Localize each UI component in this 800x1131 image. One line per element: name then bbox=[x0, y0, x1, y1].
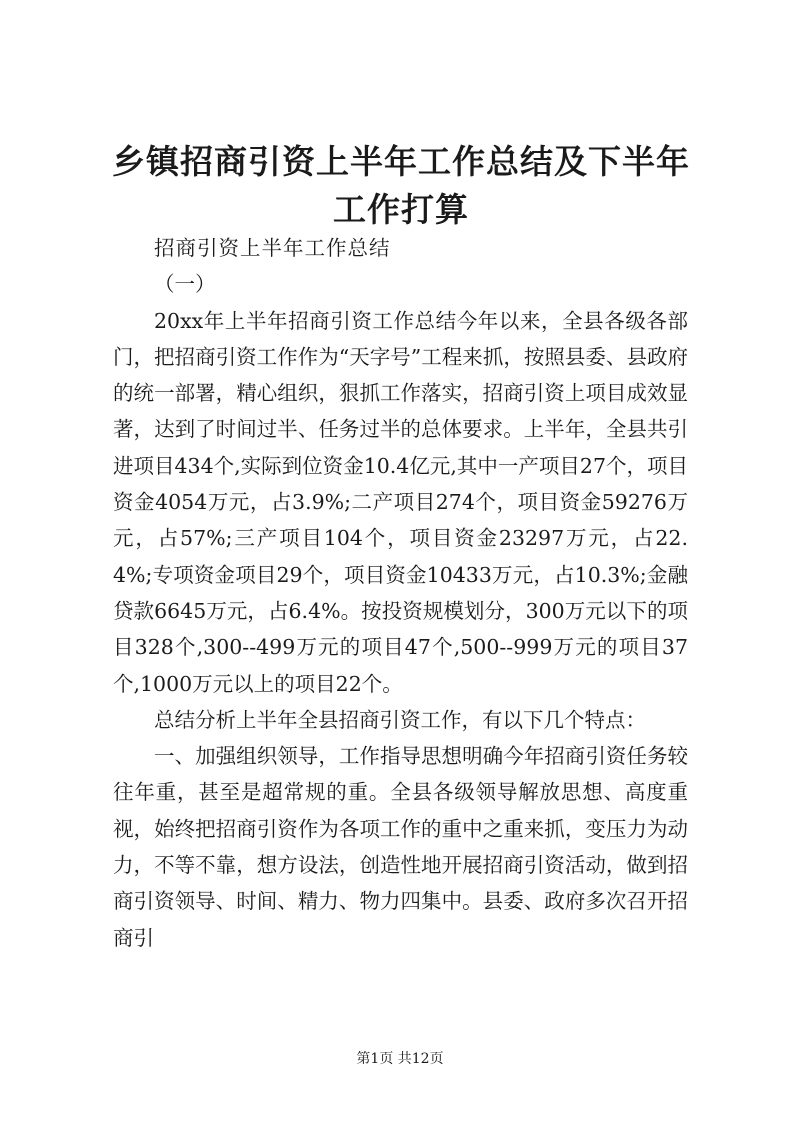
paragraph-overview: 20xx年上半年招商引资工作总结今年以来，全县各级各部门，把招商引资工作作为“天字号”工程来抓，按照县委、县政府的统一部署，精心组织，狠抓工作落实，招商引资上项目成效显著，达到了时间过半、任务过半的总体要求。上半年，全县共引进项目434个,实际到位资金10.4亿元,其中一产项目27个，项目资金4054万元，占3.9%;二产项目274个，项目资金59276万元，占57%;三产项目104个，项目资金23297万元，占22.4%;专项资金项目29个，项目资金10433万元，占10.3%;金融贷款6645万元，占6.4%。按投资规模划分，300万元以下的项目328个,300--499万元的项目47个,500--999万元的项目37个,1000万元以上的项目22个。 bbox=[113, 308, 688, 696]
document-body bbox=[113, 230, 688, 956]
page-footer: 第1页 共12页 bbox=[356, 1051, 444, 1067]
document-title: 乡镇招商引资上半年工作总结及下半年工作打算 bbox=[112, 142, 690, 229]
section-number: （一） bbox=[154, 272, 216, 297]
paragraph-feature-one: 一、加强组织领导，工作指导思想明确今年招商引资任务较往年重，甚至是超常规的重。全县各级领导解放思想、高度重视，始终把招商引资作为各项工作的重中之重来抓，变压力为动力，不等不靠，想方设法，创造性地开展招商引资活动，做到招商引资领导、时间、精力、物力四集中。县委、政府多次召开招商引 bbox=[113, 744, 688, 950]
section-heading: 招商引资上半年工作总结 bbox=[154, 236, 391, 260]
paragraph-features-intro: 总结分析上半年全县招商引资工作，有以下几个特点： bbox=[154, 707, 646, 732]
